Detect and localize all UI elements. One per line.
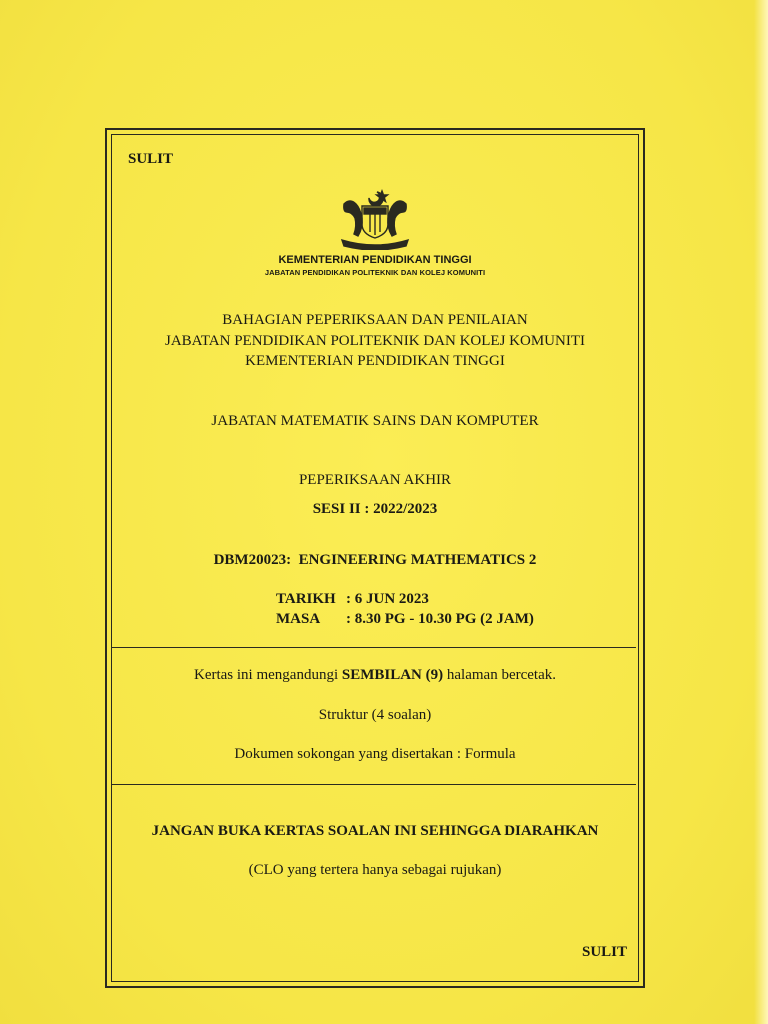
exam-session: SESI II : 2022/2023 — [312, 501, 438, 517]
page-count-prefix: Kertas ini mengandungi — [193, 667, 342, 683]
issuer-line-1: BAHAGIAN PEPERIKSAAN DAN PENILAIAN — [222, 312, 528, 328]
exam-time-label: MASA — [276, 611, 321, 627]
classification-label-bottom: SULIT — [582, 944, 628, 960]
page-count-statement — [105, 667, 645, 684]
exam-date-label: TARIKH — [276, 591, 336, 607]
supporting-documents-statement: Dokumen sokongan yang disertakan : Formula — [234, 746, 516, 762]
clo-reference-note: (CLO yang tertera hanya sebagai rujukan) — [248, 862, 502, 878]
exam-title: PEPERIKSAAN AKHIR — [298, 472, 452, 488]
page-count-suffix: halaman bercetak. — [443, 667, 556, 683]
divider-bottom — [112, 784, 636, 785]
issuer-line-3: KEMENTERIAN PENDIDIKAN TINGGI — [245, 353, 505, 369]
exam-date-value: : 6 JUN 2023 — [346, 591, 429, 607]
exam-time-value: : 8.30 PG - 10.30 PG (2 JAM) — [346, 611, 534, 627]
classification-label-top: SULIT — [128, 151, 174, 167]
paper-edge — [754, 0, 768, 1024]
ministry-department: JABATAN PENDIDIKAN POLITEKNIK DAN KOLEJ KOMUNITI — [264, 268, 486, 277]
divider-top — [112, 647, 636, 648]
structure-statement: Struktur (4 soalan) — [318, 707, 432, 723]
department-name: JABATAN MATEMATIK SAINS DAN KOMPUTER — [211, 413, 539, 429]
malaysia-coat-of-arms-icon — [336, 188, 414, 250]
page-count-value: SEMBILAN (9) — [341, 667, 444, 683]
do-not-open-warning: JANGAN BUKA KERTAS SOALAN INI SEHINGGA DIARAHKAN — [151, 823, 599, 839]
issuer-line-2: JABATAN PENDIDIKAN POLITEKNIK DAN KOLEJ KOMUNITI — [164, 333, 585, 349]
ministry-name: KEMENTERIAN PENDIDIKAN TINGGI — [278, 254, 472, 266]
course-title: DBM20023: ENGINEERING MATHEMATICS 2 — [213, 552, 537, 568]
